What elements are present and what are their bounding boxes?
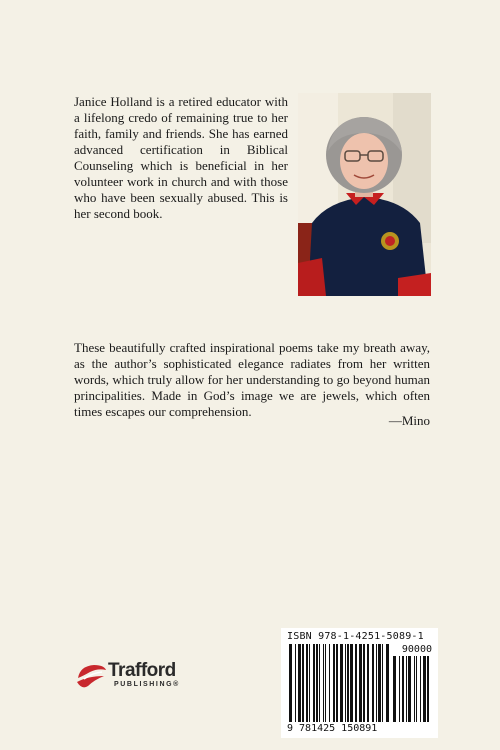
publisher-name: Trafford <box>108 660 176 681</box>
barcode-number: 9 781425 150891 <box>287 723 378 734</box>
author-bio: Janice Holland is a retired educator with a lifelong credo of remaining true to her faith, family and friends. She has earned advanced certification in Biblical Counseling which is beneficial in her volunteer work in church and with those who have been sexually abused. This is her second book. <box>74 94 288 221</box>
isbn-barcode <box>281 628 438 738</box>
barcode-addon-number: 90000 <box>401 644 432 655</box>
isbn-label: ISBN 978-1-4251-5089-1 <box>287 631 424 642</box>
publisher-logo <box>74 660 214 694</box>
publisher-subtitle: PUBLISHING® <box>114 681 180 688</box>
endorsement-attribution: —Mino <box>388 413 430 428</box>
barcode-bars <box>289 644 389 724</box>
trafford-swirl-icon <box>74 660 108 692</box>
endorsement-quote: These beautifully crafted inspirational poems take my breath away, as the author’s sophisticated elegance radiates from her written words, which truly allow for her understanding to go beyond human principalities. Made in God’s image we are jewels, which often times escapes our comprehension. <box>74 340 430 419</box>
barcode-addon-bars <box>393 656 433 724</box>
author-photo <box>298 93 431 296</box>
author-portrait <box>298 93 431 296</box>
